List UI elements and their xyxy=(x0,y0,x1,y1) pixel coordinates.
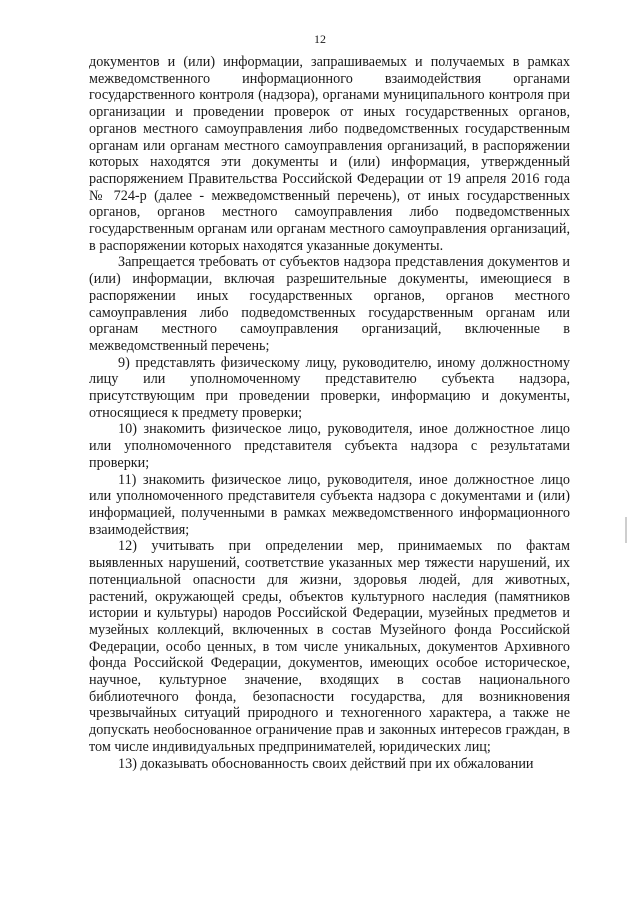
scan-edge-mark xyxy=(625,517,627,543)
paragraph-item-10: 10) знакомить физическое лицо, руководителя, иное должностное лицо или уполномоченного представителя субъекта надзора с результатами проверки; xyxy=(89,421,570,471)
paragraph-item-13: 13) доказывать обоснованность своих действий при их обжаловании xyxy=(118,755,534,772)
paragraph-continuation: документов и (или) информации, запрашиваемых и получаемых в рамках межведомственного информационного взаимодействия органами государственного контроля (надзора), органами муниципального контроля при организации и проведении проверок от иных государственных органов, органов местного самоуправления либо подведомственных государственным органам или органам местного самоуправления организаций, в распоряжении которых находятся эти документы и (или) информация, утвержденный распоряжением Правительства Российской Федерации от 19 апреля 2016 года № 724-р (далее - межведомственный перечень), от иных государственных органов, органов местного самоуправления либо подведомственных государственным органам или органам местного самоуправления организаций, в распоряжении которых находятся указанные документы. xyxy=(89,54,570,254)
paragraph-prohibition: Запрещается требовать от субъектов надзора представления документов и (или) информации, включая разрешительные документы, имеющиеся в распоряжении иных государственных органов, органов местного самоуправления либо подведомственных государственным органам или органам местного самоуправления организаций, включенные в межведомственный перечень; xyxy=(89,254,570,354)
document-body xyxy=(89,54,570,772)
page-number: 12 xyxy=(314,32,326,46)
paragraph-item-9: 9) представлять физическому лицу, руководителю, иному должностному лицу или уполномоченному представителю субъекта надзора, присутствующим при проведении проверки, информацию и документы, относящиеся к предмету проверки; xyxy=(89,354,570,421)
paragraph-item-12: 12) учитывать при определении мер, принимаемых по фактам выявленных нарушений, соответствие указанных мер тяжести нарушений, их потенциальной опасности для жизни, здоровья людей, для животных, растений, окружающей среды, объектов культурного наследия (памятников истории и культуры) народов Российской Федерации, музейных предметов и музейных коллекций, включенных в состав Музейного фонда Российской Федерации, особо ценных, в том числе уникальных, документов Архивного фонда Российской Федерации, документов, имеющих особое историческое, научное, культурное значение, входящих в состав национального библиотечного фонда, безопасности государства, для возникновения чрезвычайных ситуаций природного и техногенного характера, а также не допускать необоснованное ограничение прав и законных интересов граждан, в том числе индивидуальных предпринимателей, юридических лиц; xyxy=(89,538,570,755)
paragraph-item-11: 11) знакомить физическое лицо, руководителя, иное должностное лицо или уполномоченного представителя субъекта надзора с документами и (или) информацией, полученными в рамках межведомственного информационного взаимодействия; xyxy=(89,471,570,538)
